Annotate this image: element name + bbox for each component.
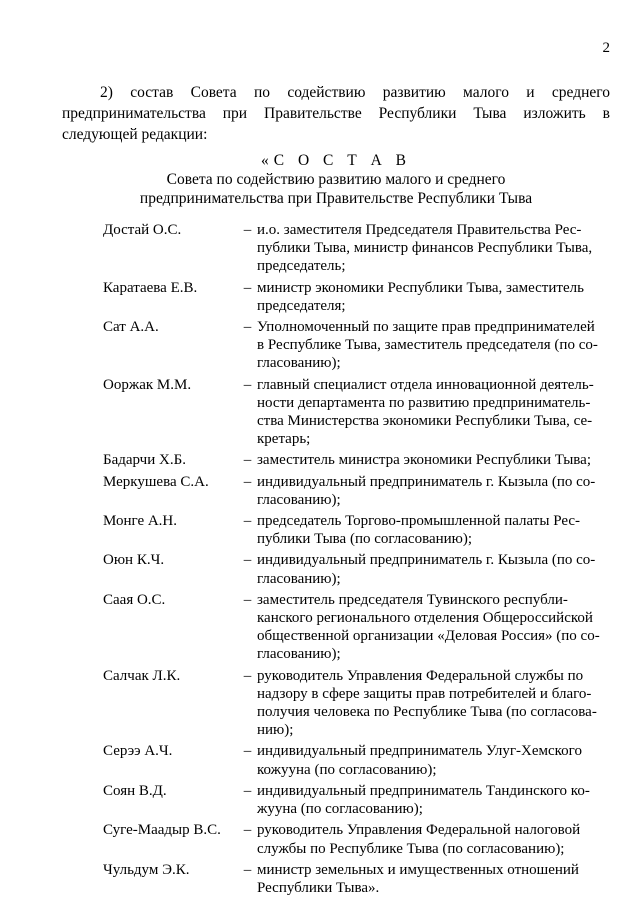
member-name: Достай О.С.	[103, 222, 182, 238]
member-dash: –	[243, 861, 252, 878]
member-name: Сат А.А.	[103, 319, 159, 336]
member-role: министр земельных и имущественных отношений Республики Тыва».	[257, 861, 579, 896]
member-dash: –	[243, 319, 252, 336]
member-role: заместитель министра экономики Республики Тыва;	[257, 452, 592, 469]
member-row	[103, 821, 610, 857]
member-role: индивидуальный предприниматель Улуг-Хемского кожууна (по согласованию);	[257, 743, 582, 778]
member-dash: –	[243, 279, 252, 296]
member-dash: –	[243, 822, 252, 839]
member-role: главный специалист отдела инновационной деятель- ности департамента по развитию предприниматель- ства Министерства экономики Республики Тыва, се- кретарь;	[257, 376, 594, 448]
member-name: Оюн К.Ч.	[103, 552, 165, 569]
member-dash: –	[243, 743, 252, 760]
member-dash: –	[243, 452, 252, 469]
member-row	[103, 451, 610, 469]
member-role: индивидуальный предприниматель г. Кызыла (по со- гласованию);	[257, 473, 596, 508]
member-name: Салчак Л.К.	[103, 667, 181, 684]
member-row	[103, 376, 610, 449]
member-name: Соян В.Д.	[103, 782, 167, 799]
member-name: Саая О.С.	[103, 591, 166, 608]
member-name: Суге-Маадыр В.С.	[103, 822, 221, 839]
member-row	[103, 551, 610, 587]
member-role: индивидуальный предприниматель г. Кызыла (по со- гласованию);	[257, 552, 596, 587]
member-row	[103, 861, 610, 897]
member-dash: –	[243, 552, 252, 569]
member-role: председатель Торгово-промышленной палаты Рес- публики Тыва (по согласованию);	[257, 513, 581, 548]
member-role: заместитель председателя Тувинского республи- канского регионального отделения Общероссийской общественной организации «Деловая Россия» (по со- гласованию);	[257, 591, 600, 663]
intro-paragraph	[62, 82, 610, 145]
member-name: Чульдум Э.К.	[103, 861, 190, 878]
member-dash: –	[243, 376, 252, 393]
heading-subtitle-line2: предпринимательства при Правительстве Республики Тыва	[139, 190, 533, 207]
member-row	[103, 591, 610, 664]
member-role: руководитель Управления Федеральной службы по надзору в сфере защиты прав потребителей и благо- получия человека по Республике Тыва (по согласова- нию);	[257, 667, 597, 739]
member-dash: –	[243, 667, 252, 684]
member-name: Бадарчи Х.Б.	[103, 452, 186, 469]
member-row	[103, 782, 610, 818]
member-name: Ооржак М.М.	[103, 376, 192, 393]
member-row	[103, 742, 610, 778]
member-name: Каратаева Е.В.	[103, 279, 198, 296]
members-list	[103, 221, 610, 900]
member-name: Серээ А.Ч.	[103, 743, 173, 760]
member-dash: –	[243, 591, 252, 608]
member-dash: –	[243, 473, 252, 490]
member-dash: –	[243, 513, 252, 530]
member-dash: –	[243, 222, 252, 238]
member-name: Монге А.Н.	[103, 513, 178, 530]
member-row	[103, 318, 610, 373]
member-row	[103, 473, 610, 509]
member-dash: –	[243, 782, 252, 799]
member-role: и.о. заместителя Председателя Правительства Рес- публики Тыва, министр финансов Республики Тыва, председатель;	[257, 222, 593, 275]
heading-subtitle-line1: Совета по содействию развитию малого и среднего	[166, 171, 506, 188]
member-role: индивидуальный предприниматель Тандинского ко- жууна (по согласованию);	[257, 782, 590, 818]
member-role: Уполномоченный по защите прав предпринимателей в Республике Тыва, заместитель председателя (по со- гласованию);	[257, 319, 598, 372]
member-row	[103, 221, 610, 276]
member-role: руководитель Управления Федеральной налоговой службы по Республике Тыва (по согласованию);	[257, 822, 581, 857]
document-heading	[62, 151, 610, 208]
heading-title: «С О С Т А В	[261, 152, 411, 169]
member-row	[103, 512, 610, 548]
member-role: министр экономики Республики Тыва, заместитель председателя;	[257, 279, 584, 314]
member-row	[103, 667, 610, 740]
page-number: 2	[602, 40, 610, 56]
member-row	[103, 279, 610, 315]
intro-text: 2) состав Совета по содействию развитию малого и среднего предпринимательства при Правительстве Республики Тыва изложить в следующей редакции:	[62, 84, 610, 143]
member-name: Меркушева С.А.	[103, 473, 209, 490]
